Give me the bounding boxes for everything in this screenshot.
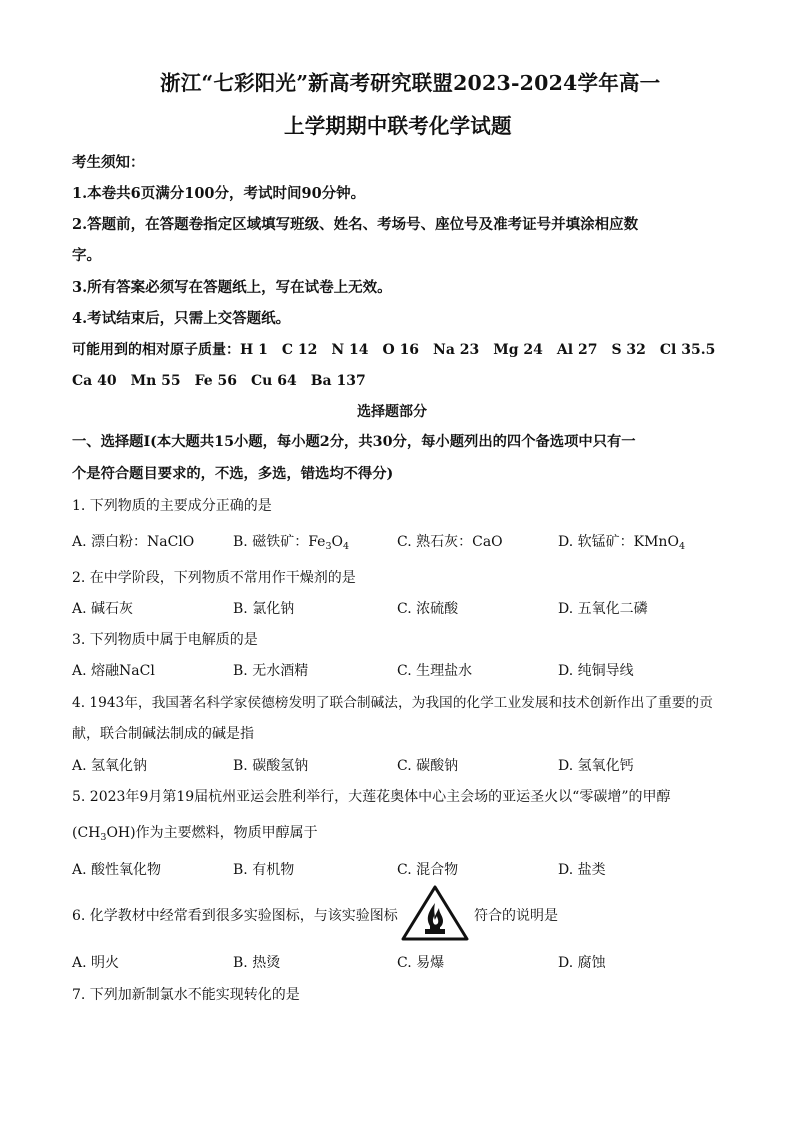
open-flame-warning-icon [399, 883, 471, 943]
q1-option-d [558, 531, 685, 552]
q5-option-a: A. 酸性氧化物 [72, 862, 162, 878]
q6-option-d: D. 腐蚀 [558, 955, 606, 971]
q3-option-c: C. 生理盐水 [397, 663, 473, 679]
formula-oh: OH [106, 825, 131, 841]
q3-option-a: A. 熔融NaCl [72, 663, 155, 679]
question-5-stem-line2 [72, 822, 318, 843]
subscript: 4 [678, 541, 685, 552]
q5-option-c: C. 混合物 [397, 862, 459, 878]
notice-item-2: 2.答题前，在答题卷指定区域填写班级、姓名、考场号、座位号及准考证号并填涂相应数 [72, 216, 639, 233]
question-5-stem-line1: 5. 2023年9月第19届杭州亚运会胜利举行，大莲花奥体中心主会场的亚运圣火以“零碳增”的甲醇 [72, 789, 671, 805]
q3-option-b: B. 无水酒精 [233, 663, 309, 679]
section-heading: 选择题部分 [357, 404, 427, 420]
subscript: 3 [100, 832, 107, 843]
notice-item-4: 4.考试结束后，只需上交答题纸。 [72, 310, 291, 327]
q6-option-a: A. 明火 [72, 955, 120, 971]
q1-option-d-label: D. 软锰矿： [558, 534, 634, 550]
section-instruction-line2: 个是符合题目要求的，不选，多选，错选均不得分) [72, 466, 394, 482]
flame-triangle-svg [399, 883, 471, 943]
question-4-stem-line2: 献，联合制碱法制成的碱是指 [72, 726, 254, 742]
question-5-stem-rest: )作为主要燃料，物质甲醇属于 [130, 825, 318, 841]
q2-option-d: D. 五氧化二磷 [558, 601, 648, 617]
atomic-mass-line1: 可能用到的相对原子质量：H 1 C 12 N 14 O 16 Na 23 Mg 24 Al 27 S 32 Cl 35.5 [72, 342, 716, 358]
subscript: 3 [325, 541, 332, 552]
formula-ch: CH [77, 825, 101, 841]
q2-option-c: C. 浓硫酸 [397, 601, 459, 617]
q1-option-a: A. 漂白粉：NaClO [72, 534, 195, 550]
notice-item-2-cont: 字。 [72, 247, 101, 264]
question-7-stem: 7. 下列加新制氯水不能实现转化的是 [72, 987, 300, 1003]
section-instruction-line1: 一、选择题Ⅰ(本大题共15小题，每小题2分，共30分，每小题列出的四个备选项中只有一 [72, 434, 636, 450]
q3-option-d: D. 纯铜导线 [558, 663, 634, 679]
q4-option-c: C. 碳酸钠 [397, 758, 459, 774]
notice-item-3: 3.所有答案必须写在答题纸上，写在试卷上无效。 [72, 279, 392, 296]
question-2-stem: 2. 在中学阶段，下列物质不常用作干燥剂的是 [72, 570, 356, 586]
question-1-stem: 1. 下列物质的主要成分正确的是 [72, 498, 272, 514]
question-6-stem-b: 符合的说明是 [474, 908, 558, 924]
page-title-line1: 浙江“七彩阳光”新高考研究联盟2023-2024学年高一 [160, 71, 661, 95]
question-6-stem-a: 6. 化学教材中经常看到很多实验图标，与该实验图标 [72, 908, 398, 924]
q4-option-b: B. 碳酸氢钠 [233, 758, 309, 774]
q2-option-b: B. 氯化钠 [233, 601, 295, 617]
atomic-mass-line2: Ca 40 Mn 55 Fe 56 Cu 64 Ba 137 [72, 373, 366, 389]
q6-option-c: C. 易爆 [397, 955, 445, 971]
q1-option-b [233, 531, 349, 552]
q5-option-b: B. 有机物 [233, 862, 295, 878]
formula-o: O [331, 534, 343, 550]
q4-option-d: D. 氢氧化钙 [558, 758, 634, 774]
formula-fe: Fe [308, 534, 326, 550]
question-3-stem: 3. 下列物质中属于电解质的是 [72, 632, 258, 648]
question-4-stem-line1: 4. 1943年，我国著名科学家侯德榜发明了联合制碱法，为我国的化学工业发展和技术创新作出了重要的贡 [72, 695, 713, 711]
notice-item-1: 1.本卷共6页满分100分，考试时间90分钟。 [72, 185, 366, 202]
q2-option-a: A. 碱石灰 [72, 601, 134, 617]
notice-heading: 考生须知： [72, 154, 145, 171]
paren-open: ( [72, 825, 78, 841]
page-title-line2: 上学期期中联考化学试题 [284, 114, 512, 138]
q4-option-a: A. 氢氧化钠 [72, 758, 148, 774]
q1-option-c: C. 熟石灰：CaO [397, 534, 503, 550]
q5-option-d: D. 盐类 [558, 862, 606, 878]
q6-option-b: B. 热烫 [233, 955, 281, 971]
q1-option-b-label: B. 磁铁矿： [233, 534, 309, 550]
formula-kmno: KMnO [633, 534, 679, 550]
subscript: 4 [342, 541, 350, 552]
